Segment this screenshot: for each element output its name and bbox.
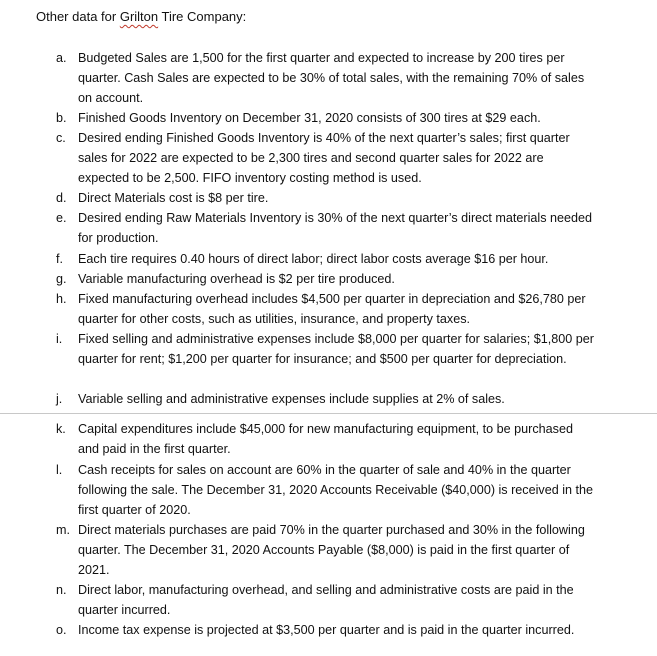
item-letter: c. xyxy=(56,131,66,145)
item-text: Direct Materials cost is $8 per tire. xyxy=(78,191,269,205)
section-divider xyxy=(0,413,657,414)
item-letter: d. xyxy=(56,191,67,205)
item-letter: h. xyxy=(56,292,67,306)
list-item-d xyxy=(56,188,596,208)
item-text: Cash receipts for sales on account are 60% in the quarter of sale and 40% in the quarter following the sale. The December 31, 2020 Accounts Receivable ($40,000) is received in the first quarter of 2020. xyxy=(78,463,594,518)
item-letter: b. xyxy=(56,111,67,125)
item-letter: f. xyxy=(56,252,63,266)
item-text: Direct materials purchases are paid 70% in the quarter purchased and 30% in the following quarter. The December 31, 2020 Accounts Payable ($8,000) is paid in the first quarter of 2021. xyxy=(78,523,585,578)
title-company-name: Grilton xyxy=(119,9,159,24)
item-letter: l. xyxy=(56,463,63,477)
item-text: Fixed selling and administrative expenses include $8,000 per quarter for salaries; $1,800 per quarter for rent; $1,200 per quarter for insurance; and $500 per quarter for depreciation. xyxy=(78,332,594,367)
item-letter: a. xyxy=(56,51,67,65)
list-item-j xyxy=(56,389,596,409)
list-item-a xyxy=(56,48,596,109)
list-item-n xyxy=(56,580,596,620)
item-letter: j. xyxy=(56,392,63,406)
list-item-b xyxy=(56,108,596,128)
item-letter: n. xyxy=(56,583,67,597)
item-letter: m. xyxy=(56,523,70,537)
item-text: Income tax expense is projected at $3,500 per quarter and is paid in the quarter incurred. xyxy=(78,623,575,637)
list-item-k xyxy=(56,419,596,459)
item-text: Desired ending Raw Materials Inventory is 30% of the next quarter’s direct materials needed for production. xyxy=(78,211,593,246)
list-item-o xyxy=(56,620,596,640)
item-text: Direct labor, manufacturing overhead, and selling and administrative costs are paid in the quarter incurred. xyxy=(78,583,574,618)
list-item-i xyxy=(56,329,596,369)
item-letter: o. xyxy=(56,623,67,637)
item-text: Variable manufacturing overhead is $2 per tire produced. xyxy=(78,272,395,286)
item-letter: e. xyxy=(56,211,67,225)
item-letter: g. xyxy=(56,272,67,286)
list-item-g xyxy=(56,269,596,289)
list-item-f xyxy=(56,249,596,269)
item-text: Finished Goods Inventory on December 31, 2020 consists of 300 tires at $29 each. xyxy=(78,111,541,125)
title-prefix: Other data for xyxy=(36,9,120,24)
list-item-l xyxy=(56,460,596,521)
list-item-c xyxy=(56,128,596,189)
item-letter: k. xyxy=(56,422,66,436)
item-text: Budgeted Sales are 1,500 for the first quarter and expected to increase by 200 tires per quarter. Cash Sales are expected to be 30% of total sales, with the remaining 70% of sales on account. xyxy=(78,51,585,106)
item-letter: i. xyxy=(56,332,63,346)
item-text: Each tire requires 0.40 hours of direct labor; direct labor costs average $16 per hour. xyxy=(78,252,549,266)
list-item-h xyxy=(56,289,596,329)
list-item-e xyxy=(56,208,596,248)
list-item-m xyxy=(56,520,596,581)
item-text: Fixed manufacturing overhead includes $4,500 per quarter in depreciation and $26,780 per quarter for other costs, such as utilities, insurance, and property taxes. xyxy=(78,292,586,327)
item-text: Desired ending Finished Goods Inventory is 40% of the next quarter’s sales; first quarter sales for 2022 are expected to be 2,300 tires and second quarter sales for 2022 are expected to be 2,500. FIFO inventory costing method is used. xyxy=(78,131,570,186)
item-text: Capital expenditures include $45,000 for new manufacturing equipment, to be purchased and paid in the first quarter. xyxy=(78,422,573,457)
item-text: Variable selling and administrative expenses include supplies at 2% of sales. xyxy=(78,392,505,406)
page-title xyxy=(36,8,246,26)
title-suffix: Tire Company: xyxy=(158,9,247,24)
